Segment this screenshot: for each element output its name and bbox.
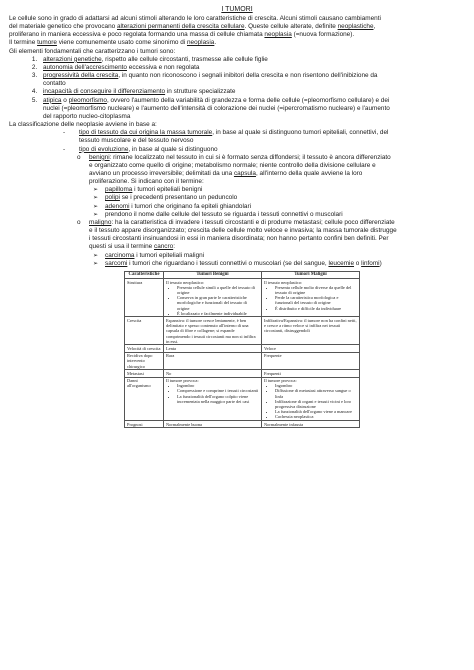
text: , in base al quale si distinguono tumori epiteliali, connettivi, del <box>212 129 389 137</box>
text: . <box>214 39 217 47</box>
row-label: Recidiva dopo intervento chirurgico <box>125 352 164 370</box>
row-label: Velocità di crescita <box>125 345 164 352</box>
text: tessuto muscolare e del tessuto nervoso <box>79 137 194 145</box>
list-item: • Perde la caratteristica morfologica e funzionali del tessuto di origine <box>275 295 357 305</box>
underlined-term: neoplasia <box>186 39 215 47</box>
list-item <box>39 64 465 72</box>
underlined-term: polipi <box>105 194 120 202</box>
underlined-term: alterazioni genetiche <box>43 55 102 63</box>
list-item <box>39 88 465 96</box>
underlined-term: tumore <box>37 39 57 47</box>
underlined-term: papilloma <box>105 186 133 194</box>
bullet-item-benign <box>77 154 465 187</box>
text: , <box>373 23 376 31</box>
table-row <box>125 377 360 421</box>
bullet-marker: o <box>77 218 81 226</box>
elements-list <box>9 56 465 121</box>
text <box>79 129 465 145</box>
list-item: • Compressione e comprime i tessuti circostanti <box>177 388 259 393</box>
text: i tessuti circostanti insinuandosi in essi in maniera disordinata; non hanno pertanto confini ben definiti. Per <box>89 235 389 243</box>
text: Il termine <box>9 39 38 47</box>
text: questi si usa il termine <box>89 243 154 251</box>
text <box>105 186 465 194</box>
list-item: • Conserva in gran parte le caratteristiche morfologiche e funzionali del tessuto di origine <box>177 295 259 311</box>
text: o <box>61 96 69 104</box>
arrow-icon: ➢ <box>93 187 99 194</box>
table-row <box>125 352 360 370</box>
arrow-icon: ➢ <box>93 203 99 210</box>
text: prendono il nome dalle cellule del tessuto se riguarda i tessuti connettivi o muscolari <box>105 210 343 218</box>
arrow-item <box>93 194 465 202</box>
cell-intro: Il tumore provoca: <box>264 378 297 383</box>
list-item: • Ingombro <box>275 383 357 388</box>
column-header: Tumori Maligni <box>262 271 360 278</box>
arrow-item <box>93 211 465 219</box>
underlined-term: cancro <box>154 243 174 251</box>
table-row <box>125 345 360 352</box>
text: i tumori epiteliali maligni <box>134 251 205 259</box>
table-row <box>125 279 360 317</box>
text: contatto <box>43 80 66 88</box>
table-cell: Espansiva: il tumore cresce lentamente, è ben delimitato e spesso contenuto all'interno di una capsula di fibre e collagene; si espande comprimendo i tessuti circostanti ma non si infiltra in essi. <box>164 317 262 345</box>
arrow-item <box>93 252 465 260</box>
table-cell: Rara <box>164 352 262 370</box>
text: : rimane localizzato nel tessuto in cui si è formato senza diffondersi; il tessuto è ancora differenziato <box>109 153 391 161</box>
row-label: Prognosi <box>125 421 164 428</box>
underlined-term: benigni <box>89 153 110 161</box>
table-row <box>125 317 360 345</box>
underlined-term: sarcomi <box>105 259 128 267</box>
list-item: • È distribuito e difficile da individuare <box>275 306 357 311</box>
text: e il tessuto appare disorganizzato; crescita delle cellule molto veloce e invasiva; la massa tumorale distrugge <box>89 227 397 235</box>
table-row <box>125 421 360 428</box>
cell-intro: Il tessuto neoplastico: <box>166 279 205 285</box>
text: , in base al quale si distinguono <box>128 145 218 153</box>
underlined-term: carcinoma <box>105 251 135 259</box>
underlined-term: progressività della crescita <box>43 72 119 80</box>
table-cell: Infiltrativa/Espansiva: il tumore non ha confini netti, e cresce a ritmo veloce si infiltra nei tessuti circostanti, distruggendoli <box>262 317 360 345</box>
column-header: Caratteristiche <box>125 271 164 278</box>
list-item <box>39 56 465 64</box>
text: del rapporto nucleo-citoplasma <box>43 112 131 120</box>
text: proliferazione. Si indicano con il termine: <box>89 178 204 186</box>
text: ) <box>379 259 382 267</box>
page-title: I TUMORI <box>221 6 253 13</box>
text: viene comunemente usato come sinonimo di <box>56 39 187 47</box>
text: , rispetto alle cellule circostanti, trasmesse alle cellule figlie <box>101 55 268 63</box>
underlined-term: leucemie <box>328 259 355 267</box>
arrow-item <box>93 203 465 211</box>
row-label: Danni all'organismo <box>125 377 164 421</box>
text <box>89 219 465 252</box>
list-item: • Ingombro <box>177 383 259 388</box>
underlined-term: neoplastiche <box>337 23 374 31</box>
cell-list <box>166 285 259 316</box>
cell-list <box>264 285 357 311</box>
arrow-icon: ➢ <box>93 260 99 267</box>
text: : <box>173 243 175 251</box>
text: del materiale genetico che provocano <box>9 23 117 31</box>
text: i tumori che originano fa epiteli ghiandolari <box>129 202 252 210</box>
text: in strutture specializzate <box>165 88 236 96</box>
text <box>79 146 465 154</box>
text: se i precedenti presentano un peduncolo <box>119 194 238 202</box>
dash-marker: - <box>63 129 66 137</box>
list-item: • La funzionalità dell'organo colpito viene incrementata nella maggior parte dei casi <box>177 394 259 404</box>
text: . Queste cellule alterate, definite <box>244 23 338 31</box>
text: , ovvero l'aumento della variabilità di grandezza e forma delle cellule (=pleomorfismo cellulare) e dei <box>106 96 390 104</box>
underlined-term: incapacità di conseguire il differenziamento <box>43 88 166 96</box>
table-cell: Frequente <box>262 352 360 370</box>
list-item: • La funzionalità dell'organo viene a mancare <box>275 409 357 414</box>
list-item: • Diffusione di metastasi attraverso sangue o linfa <box>275 388 357 398</box>
list-item: • È localizzato e facilmente individuabile <box>177 311 259 316</box>
cell-list <box>166 383 259 404</box>
list-item: • Infiltrazione di organi e tessuti vicini e loro progressiva distruzione <box>275 399 357 409</box>
intro-line: Le cellule sono in grado di adattarsi ad alcuni stimoli alterando le loro caratteristiche di crescita. Alcuni stimoli causano cambiamenti <box>9 15 381 22</box>
underlined-term: neoplasia <box>264 31 292 39</box>
comparison-table <box>124 271 360 428</box>
text: proliferano in maniera eccessiva e poco regolata formando una massa di cellule chiamata <box>9 31 265 39</box>
text: o <box>354 259 362 267</box>
row-label: Crescita <box>125 317 164 345</box>
table-cell: No <box>164 370 262 377</box>
cell-intro: Il tessuto neoplastico: <box>264 279 303 285</box>
text: i tumori che riguardano i tessuti connettivi o muscolari (se del sangue, <box>127 259 329 267</box>
arrow-icon: ➢ <box>93 195 99 202</box>
classification-intro: La classificazione delle neoplasie avviene in base a: <box>9 121 157 129</box>
text: eccessiva e non regolata <box>127 63 200 71</box>
underlined-term: maligno <box>89 218 112 226</box>
text <box>105 194 465 202</box>
table-cell: Lenta <box>164 345 262 352</box>
list-item: • Presenta cellule simili a quelle del tessuto di origine <box>177 285 259 295</box>
table-cell: Frequenti <box>262 370 360 377</box>
intro-line <box>9 23 465 31</box>
bullet-marker: o <box>77 153 81 161</box>
bullet-item-malign <box>77 219 465 252</box>
cell-intro: Il tumore provoca: <box>166 378 199 383</box>
table-cell: Normalmente infausta <box>262 421 360 428</box>
table-cell: Veloce <box>262 345 360 352</box>
text: i tumori epiteliali benigni <box>132 186 203 194</box>
intro-line <box>9 39 465 47</box>
underlined-term: linfomi <box>361 259 380 267</box>
list-item <box>39 72 465 88</box>
table-row <box>125 370 360 377</box>
list-item: • Presenta cellule molto diverse da quelle del tessuto di origine <box>275 285 357 295</box>
underlined-term: tipo di tessuto da cui origina la massa tumorale <box>79 129 213 137</box>
text: avviano un processo irreversibile; delimitati da una <box>89 169 234 177</box>
row-label: Metastasi <box>125 370 164 377</box>
text <box>105 260 465 268</box>
underlined-term: capsula <box>233 169 256 177</box>
underlined-term: atipica <box>43 96 62 104</box>
arrow-item <box>93 260 465 268</box>
arrow-icon: ➢ <box>93 211 99 218</box>
text <box>89 154 465 187</box>
arrow-icon: ➢ <box>93 252 99 259</box>
dash-item <box>63 146 465 154</box>
text <box>105 203 465 211</box>
underlined-term: alterazioni permanenti della crescita cellulare <box>117 23 245 31</box>
underlined-term: tipo di evoluzione <box>79 145 129 153</box>
table-cell <box>262 279 360 317</box>
dash-marker: - <box>63 145 66 153</box>
text: nuclei (=pleomorfismo nucleare) e l'aumento dell'intensità di colorazione dei nuclei (=ipercromatismo nucleare) e l'aumento <box>43 104 390 112</box>
text: , in quanto non riconoscono i segnali inibitori della crescita e non risentono dell'inibizione da <box>118 72 378 80</box>
row-label: Struttura <box>125 279 164 317</box>
text <box>105 252 465 260</box>
text: e organizzato come quello di origine; metabolismo normale; niente controllo della divisione cellulare e <box>89 161 376 169</box>
dash-item <box>63 129 465 145</box>
list-item <box>39 97 465 121</box>
table-cell <box>164 279 262 317</box>
cell-list <box>264 383 357 419</box>
underlined-term: adenomi <box>105 202 130 210</box>
table-cell <box>164 377 262 421</box>
column-header: Tumori Benigni <box>164 271 262 278</box>
list-item: • Cachessia neoplastica <box>275 414 357 419</box>
intro-paragraph <box>9 15 465 56</box>
underlined-term: pleomorfismo <box>68 96 107 104</box>
underlined-term: autonomia dell'accrescimento <box>43 63 127 71</box>
table-cell: Normalmente buona <box>164 421 262 428</box>
text: (=nuova formazione). <box>291 31 355 39</box>
table-cell <box>262 377 360 421</box>
arrow-item <box>93 186 465 194</box>
text: : ha la caratteristica di invadere i tessuti circostanti e di produrre metastasi; cellule poco differenziate <box>111 218 395 226</box>
intro-line: Gli elementi fondamentali che caratterizzano i tumori sono: <box>9 47 176 55</box>
intro-line <box>9 31 465 39</box>
table-header-row <box>125 271 360 278</box>
text: , all'interno della quale avviene la loro <box>255 169 363 177</box>
